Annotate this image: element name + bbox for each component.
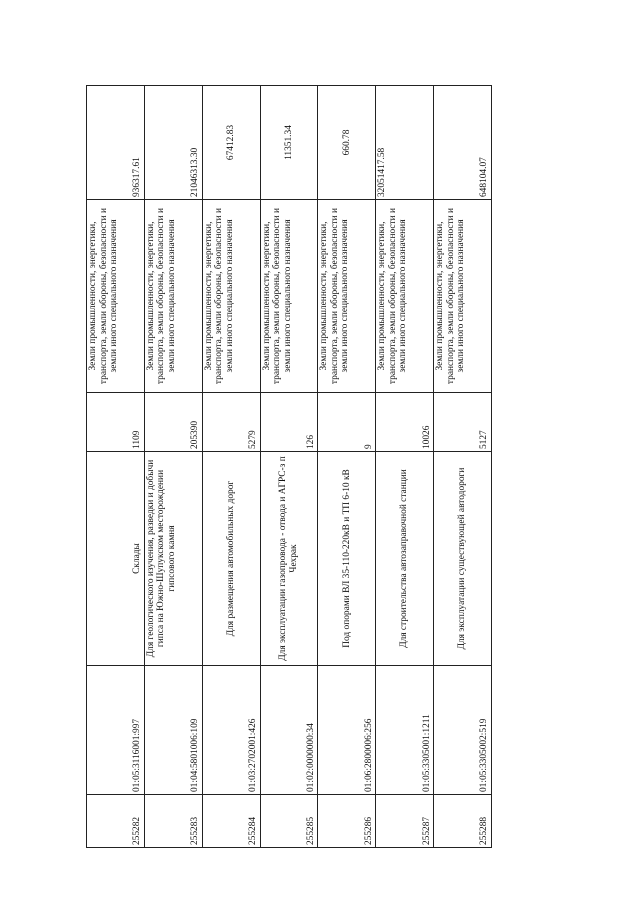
land-category-cell: Земли промышленности, энергетики, транспорта, земли обороны, безопасности и земли иного специального назначения [260,200,318,393]
table-row [202,86,260,848]
table-row [260,86,318,848]
cadastral-number-cell: 01:05:3305002:519 [434,666,492,795]
table-row [318,86,376,848]
area-cell: 5279 [202,393,260,452]
row-id-cell: 255284 [202,795,260,848]
permitted-use-cell: Для эксплуатации газопровода - отвода и АГРС-з п Чехрак [260,452,318,666]
cadastral-number-cell: 01:03:2702001:426 [202,666,260,795]
land-category-cell: Земли промышленности, энергетики, транспорта, земли обороны, безопасности и земли иного специального назначения [434,200,492,393]
rotated-table-wrapper [86,116,492,848]
cadastral-value-cell: 936317.61 [87,86,145,200]
row-id-cell: 255286 [318,795,376,848]
cadastral-number-cell: 01:05:3305001:1211 [376,666,434,795]
permitted-use-cell: Под опорами ВЛ 35-110-220кВ и ТП 6-10 кВ [318,452,376,666]
land-category-cell: Земли промышленности, энергетики, транспорта, земли обороны, безопасности и земли иного специального назначения [87,200,145,393]
table-row [376,86,434,848]
cadastral-value-cell: 648104.07 [434,86,492,200]
cadastral-value-cell: 660.78 [318,86,376,200]
cadastral-number-cell: 01:02:0000000:34 [260,666,318,795]
row-id-cell: 255283 [144,795,202,848]
cadastral-value-cell: 21046313.30 [144,86,202,200]
land-category-cell: Земли промышленности, энергетики, транспорта, земли обороны, безопасности и земли иного специального назначения [202,200,260,393]
area-cell: 205390 [144,393,202,452]
row-id-cell: 255285 [260,795,318,848]
cadastral-value-cell: 32051417.58 [376,86,434,200]
table-row [144,86,202,848]
permitted-use-cell: Для эксплуатации существующей автодороги [434,452,492,666]
area-cell: 1109 [87,393,145,452]
cadastral-number-cell: 01:05:3116001:997 [87,666,145,795]
table-row [87,86,145,848]
permitted-use-cell: Склады [87,452,145,666]
cadastral-value-cell: 11351.34 [260,86,318,200]
land-category-cell: Земли промышленности, энергетики, транспорта, земли обороны, безопасности и земли иного специального назначения [318,200,376,393]
row-id-cell: 255288 [434,795,492,848]
row-id-cell: 255287 [376,795,434,848]
table-row [434,86,492,848]
area-cell: 10026 [376,393,434,452]
land-registry-table [86,85,492,848]
cadastral-value-cell: 67412.83 [202,86,260,200]
permitted-use-cell: Для геологического изучения, разведки и добычи гипса на Южно-Шупукском месторождении гипсового камня [144,452,202,666]
land-category-cell: Земли промышленности, энергетики, транспорта, земли обороны, безопасности и земли иного специального назначения [376,200,434,393]
area-cell: 9 [318,393,376,452]
cadastral-number-cell: 01:04:5801006:109 [144,666,202,795]
cadastral-number-cell: 01:06:2800006:256 [318,666,376,795]
area-cell: 5127 [434,393,492,452]
land-category-cell: Земли промышленности, энергетики, транспорта, земли обороны, безопасности и земли иного специального назначения [144,200,202,393]
permitted-use-cell: Для строительства автозаправочной станции [376,452,434,666]
row-id-cell: 255282 [87,795,145,848]
permitted-use-cell: Для размещения автомобильных дорог [202,452,260,666]
area-cell: 126 [260,393,318,452]
